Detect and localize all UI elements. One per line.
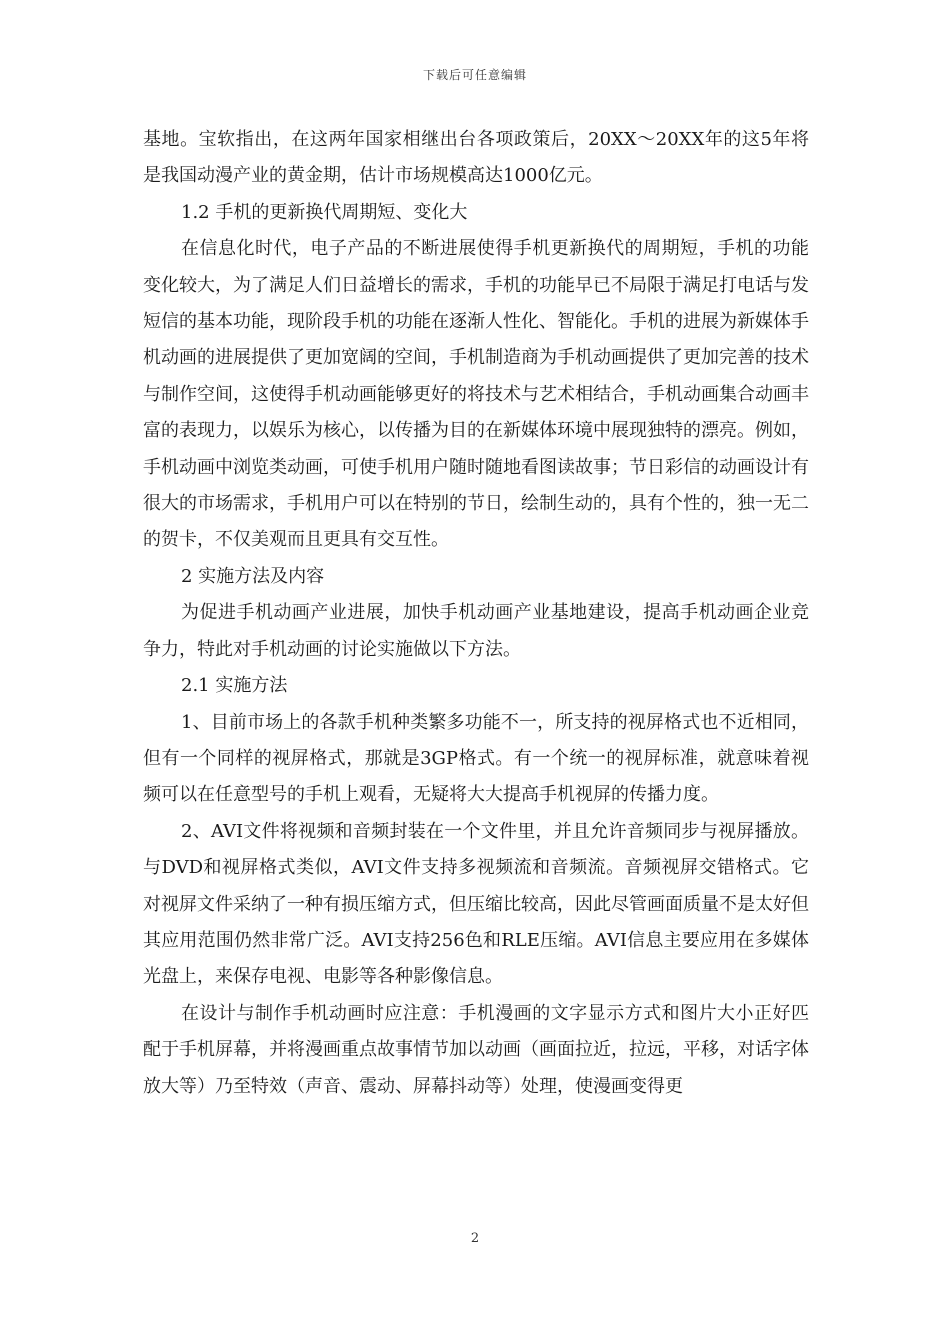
section-heading-2-1: 2.1 实施方法 xyxy=(181,675,288,697)
list-paragraph-1: 1、目前市场上的各款手机种类繁多功能不一，所支持的视屏格式也不近相同，但有一个同样的视屏格式，那就是3GP格式。有一个统一的视屏标准，就意味着视频可以在任意型号的手机上观看，无疑将大大提高手机视屏的传播力度。 xyxy=(143,711,809,806)
section-heading-2: 2 实施方法及内容 xyxy=(181,565,325,587)
list-paragraph-2: 2、AVI文件将视频和音频封装在一个文件里，并且允许音频同步与视屏播放。与DVD和视屏格式类似，AVI文件支持多视频流和音频流。音频视屏交错格式。它对视屏文件采纳了一种有损压缩方式，但压缩比较高，因此尽管画面质量不是太好但其应用范围仍然非常广泛。AVI支持256色和RLE压缩。AVI信息主要应用在多媒体光盘上，来保存电视、电影等各种影像信息。 xyxy=(143,820,809,988)
paragraph: 为促进手机动画产业进展，加快手机动画产业基地建设，提高手机动画企业竞争力，特此对手机动画的讨论实施做以下方法。 xyxy=(143,602,809,660)
paragraph: 在信息化时代，电子产品的不断进展使得手机更新换代的周期短，手机的功能变化较大，为了满足人们日益增长的需求，手机的功能早已不局限于满足打电话与发短信的基本功能，现阶段手机的功能在逐渐人性化、智能化。手机的进展为新媒体手机动画的进展提供了更加宽阔的空间，手机制造商为手机动画提供了更加完善的技术与制作空间，这使得手机动画能够更好的将技术与艺术相结合，手机动画集合动画丰富的表现力，以娱乐为核心，以传播为目的在新媒体环境中展现独特的漂亮。例如，手机动画中浏览类动画，可使手机用户随时随地看图读故事；节日彩信的动画设计有很大的市场需求，手机用户可以在特别的节日，绘制生动的，具有个性的，独一无二的贺卡，不仅美观而且更具有交互性。 xyxy=(143,238,809,551)
paragraph: 在设计与制作手机动画时应注意：手机漫画的文字显示方式和图片大小正好匹配于手机屏幕，并将漫画重点故事情节加以动画（画面拉近，拉远，平移，对话字体放大等）乃至特效（声音、震动、屏幕抖动等）处理，使漫画变得更 xyxy=(143,1002,809,1097)
page-header: 下载后可任意编辑 xyxy=(422,68,527,82)
document-body xyxy=(143,122,809,1105)
paragraph-continuation: 基地。宝软指出，在这两年国家相继出台各项政策后，20XX～20XX年的这5年将是我国动漫产业的黄金期，估计市场规模高达1000亿元。 xyxy=(143,129,809,187)
page-number: 2 xyxy=(470,1231,480,1246)
section-heading-1-2: 1.2 手机的更新换代周期短、变化大 xyxy=(181,201,468,223)
